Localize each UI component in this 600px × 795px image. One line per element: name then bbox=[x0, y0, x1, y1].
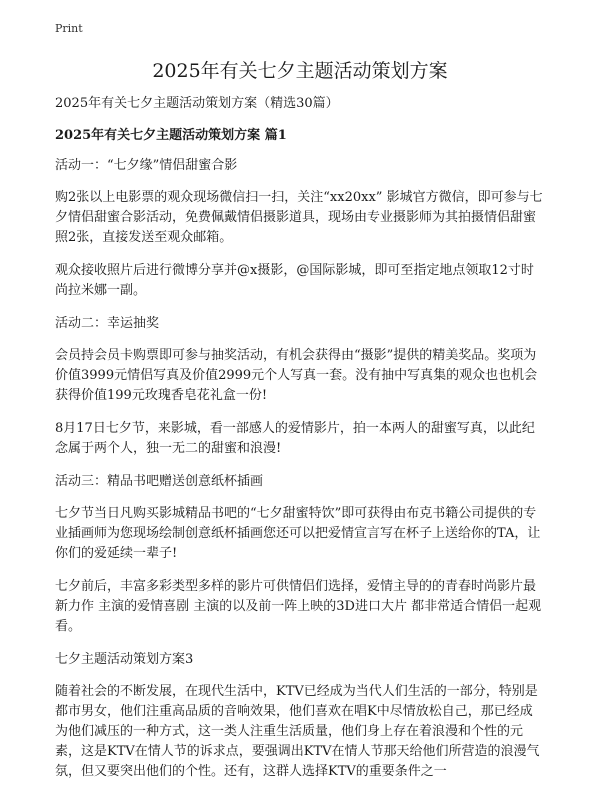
section-heading: 2025年有关七夕主题活动策划方案 篇1 bbox=[55, 128, 287, 143]
paragraph: 观众接收照片后进行微博分享并@x摄影，@国际影城，即可至指定地点领取12寸时尚拉米娜一副。 bbox=[55, 263, 534, 298]
paragraph: 随着社会的不断发展，在现代生活中，KTV已经成为当代人们生活的一部分，特别是都市男女，他们注重高品质的音响效果，他们喜欢在唱K中尽情放松自己，那已经成为他们减压的一种方式，这一类人注重生活质量，他们身上存在着浪漫和个性的元素，这是KTV在情人节的诉求点，要强调出KTV在情人节那天给他们所营造的浪漫气氛，但又要突出他们的个性。还有，这群人选择KTV的重要条件之一 bbox=[55, 684, 540, 779]
paragraph: 七夕前后，丰富多彩类型多样的影片可供情侣们选择，爱情主导的的青春时尚影片最新力作 主演的爱情喜剧 主演的以及前一阵上映的3D进口大片 都非常适合情侣一起观看。 bbox=[55, 579, 542, 634]
activity-heading-1: 活动一：“七夕缘”情侣甜蜜合影 bbox=[55, 158, 238, 173]
paragraph: 会员持会员卡购票即可参与抽奖活动，有机会获得由“摄影”提供的精美奖品。奖项为价值3999元情侣写真及价值2999元个人写真一套。没有抽中写真集的观众也也机会获得价值199元玫瑰香皂花礼盒一份! bbox=[55, 348, 538, 403]
paragraph: 8月17日七夕节，来影城，看一部感人的爱情影片，拍一本两人的甜蜜写真，以此纪念属于两个人，独一无二的甜蜜和浪漫! bbox=[55, 421, 535, 456]
paragraph: 七夕节当日凡购买影城精品书吧的“七夕甜蜜特饮”即可获得由布克书籍公司提供的专业插画师为您现场绘制创意纸杯插画您还可以把爱情宣言写在杯子上送给你的TA，让你们的爱延续一辈子! bbox=[55, 506, 541, 561]
document-body bbox=[55, 94, 545, 795]
paragraph: 购2张以上电影票的观众现场微信扫一扫，关注“xx20xx” 影城官方微信，即可参与七夕情侣甜蜜合影活动，免费佩戴情侣摄影道具，现场由专业摄影师为其拍摄情侣甜蜜照2张，直接发送至观众邮箱。 bbox=[55, 190, 543, 245]
section-heading-3: 七夕主题活动策划方案3 bbox=[55, 652, 194, 667]
document-subtitle: 2025年有关七夕主题活动策划方案（精选30篇） bbox=[55, 96, 339, 111]
activity-heading-3: 活动三：精品书吧赠送创意纸杯插画 bbox=[55, 474, 264, 489]
print-label[interactable]: Print bbox=[55, 22, 83, 35]
activity-heading-2: 活动二：幸运抽奖 bbox=[55, 316, 160, 331]
page-title: 2025年有关七夕主题活动策划方案 bbox=[152, 60, 448, 82]
